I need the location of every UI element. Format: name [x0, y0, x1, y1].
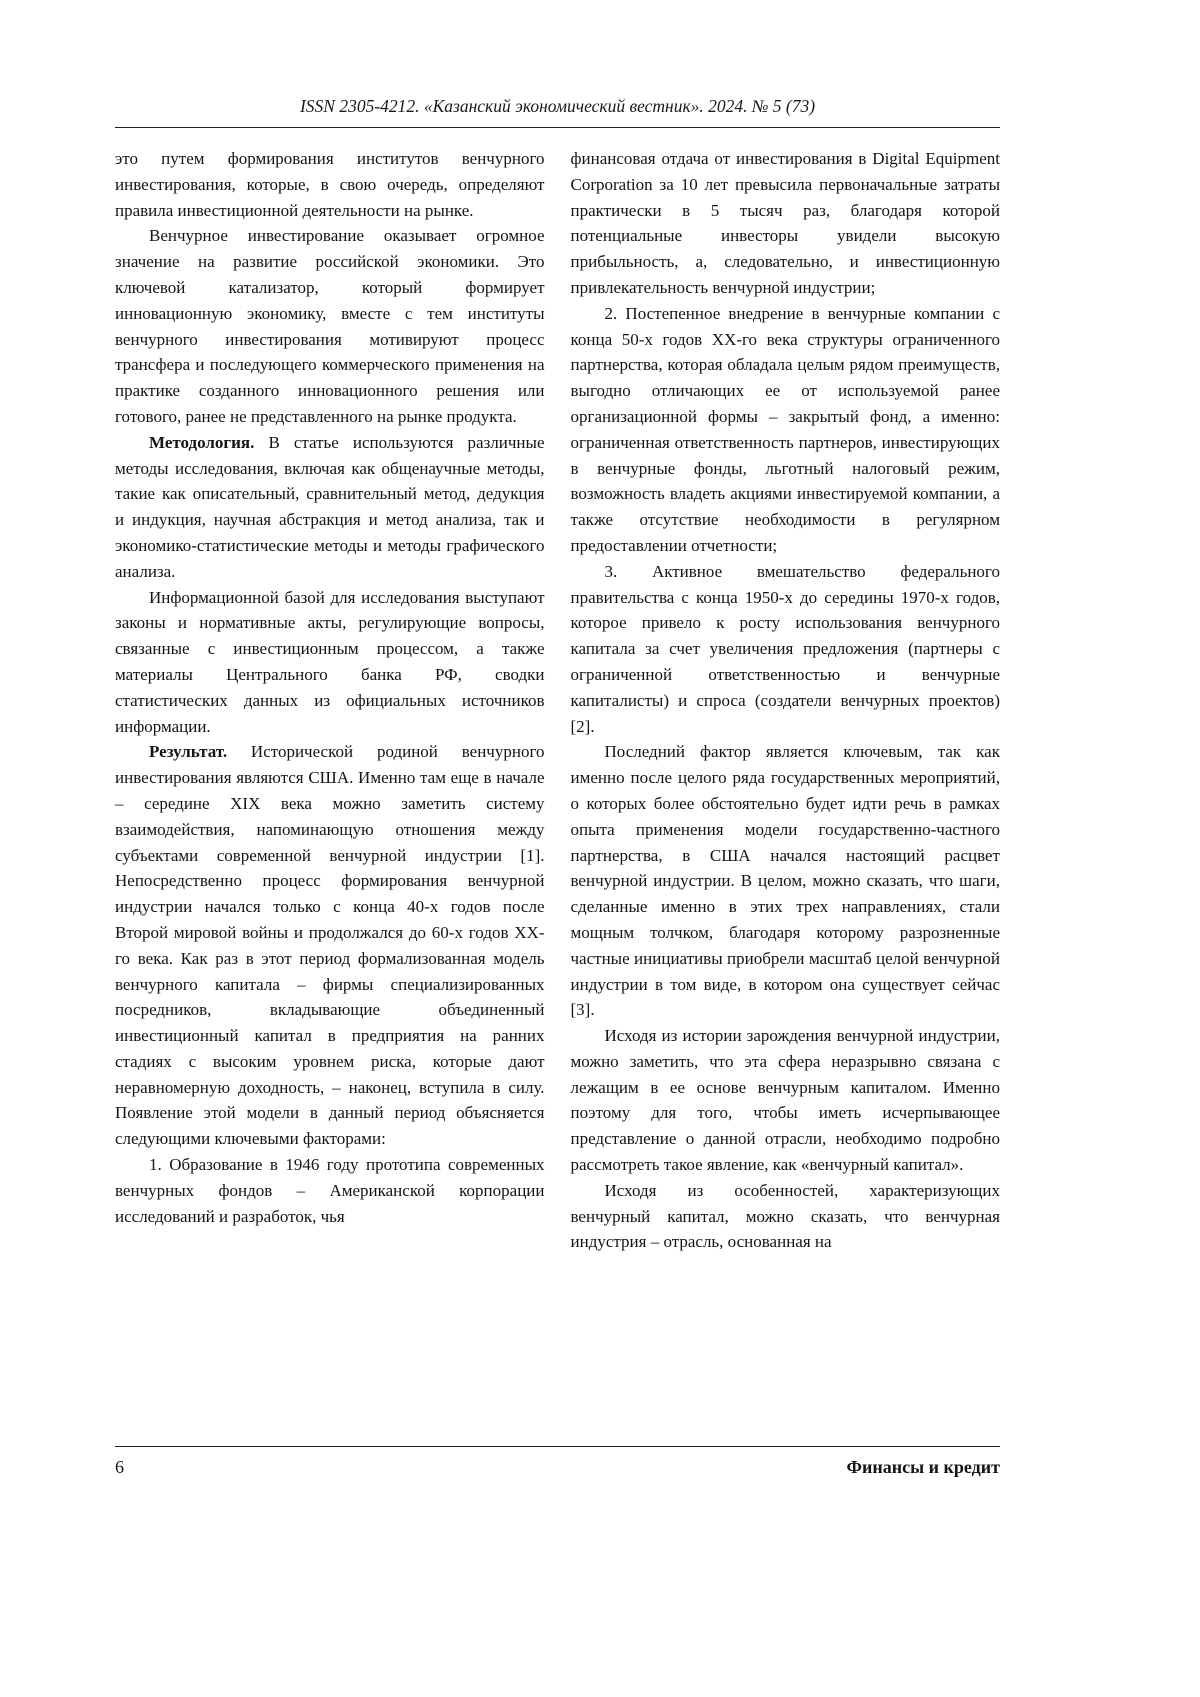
paragraph-lead: Результат. [149, 742, 228, 762]
footer-divider [115, 1446, 1000, 1447]
right-column [571, 146, 1001, 1255]
footer-section-title: Финансы и кредит [846, 1457, 1000, 1477]
paragraph [115, 1152, 545, 1229]
paragraph [115, 223, 545, 429]
page-number: 6 [115, 1457, 124, 1477]
paragraph-text: Информационной базой для исследования выступают законы и нормативные акты, регулирующие вопросы, связанные с инвестиционным процессом, а также материалы Центрального банка РФ, сводки статистических данных из официальных источников информации. [115, 587, 545, 736]
paragraph [571, 559, 1001, 740]
paragraph-text: это путем формирования институтов венчурного инвестирования, которые, в свою очередь, определяют правила инвестиционной деятельности на рынке. [115, 149, 545, 220]
article-body [115, 146, 1000, 1255]
paragraph [115, 430, 545, 585]
paragraph [571, 739, 1001, 1023]
running-header: ISSN 2305-4212. «Казанский экономический вестник». 2024. № 5 (73) [299, 96, 816, 116]
paragraph-lead: Методология. [149, 432, 255, 452]
left-column [115, 146, 545, 1255]
paragraph [115, 146, 545, 223]
paragraph-text: 3. Активное вмешательство федерального правительства с конца 1950-х до середины 1970-х годов, которое привело к росту использования венчурного капитала за счет увеличения предложения (партнеры с ограниченной ответственностью и венчурные капиталисты) и спроса (создатели венчурных проектов) [2]. [570, 561, 1000, 736]
paragraph [115, 585, 545, 740]
paragraph [115, 739, 545, 1152]
header-divider [115, 127, 1000, 128]
paragraph-text: 1. Образование в 1946 году прототипа современных венчурных фондов – Американской корпорации исследований и разработок, чья [115, 1155, 545, 1226]
paragraph [571, 301, 1001, 559]
paragraph-text: Исходя из особенностей, характеризующих венчурный капитал, можно сказать, что венчурная индустрия – отрасль, основанная на [570, 1180, 1000, 1252]
paragraph-text: Последний фактор является ключевым, так как именно после целого ряда государственных мероприятий, о которых более обстоятельно будет идти речь в рамках опыта применения модели государственно-частного партнерства, в США начался настоящий расцвет венчурной индустрии. В целом, можно сказать, что шаги, сделанные именно в этих трех направлениях, стали мощным толчком, благодаря которому разрозненные частные инициативы приобрели масштаб целой венчурной индустрии в том виде, в котором она существует сейчас [3]. [570, 742, 1000, 1020]
paragraph [571, 1178, 1001, 1255]
running-footer [115, 1454, 1000, 1480]
paragraph-text: Исходя из истории зарождения венчурной индустрии, можно заметить, что эта сфера неразрывно связана с лежащим в ее основе венчурным капиталом. Именно поэтому для того, чтобы иметь исчерпывающее представление о данной отрасли, необходимо подробно рассмотреть такое явление, как «венчурный капитал». [570, 1026, 1000, 1175]
paragraph-text: финансовая отдача от инвестирования в Digital Equipment Corporation за 10 лет превысила первоначальные затраты практически в 5 тысяч раз, благодаря которой потенциальные инвесторы увидели высокую прибыльность, а, следовательно, и инвестиционную привлекательность венчурной индустрии; [570, 149, 1000, 297]
paragraph-text: 2. Постепенное внедрение в венчурные компании с конца 50-х годов XX-го века структуры ограниченного партнерства, которая обладала целым рядом преимуществ, выгодно отличающих ее от используемой ранее организационной формы – закрытый фонд, а именно: ограниченная ответственность партнеров, инвестирующих в венчурные фонды, льготный налоговый режим, возможность владеть акциями инвестируемой компании, а также отсутствие необходимости в регулярном предоставлении отчетности; [570, 303, 1000, 555]
paragraph-text: В статье используются различные методы исследования, включая как общенаучные методы, такие как описательный, сравнительный метод, дедукция и индукция, научная абстракция и метод анализа, так и экономико-статистические методы и методы графического анализа. [115, 432, 545, 581]
paragraph [571, 1023, 1001, 1178]
paragraph [571, 146, 1001, 301]
paragraph-text: Исторической родиной венчурного инвестирования являются США. Именно там еще в начале – середине XIX века можно заметить систему взаимодействия, напоминающую отношения между субъектами современной венчурной индустрии [1]. Непосредственно процесс формирования венчурной индустрии начался только с конца 40-х годов после Второй мировой войны и продолжался до 60-х годов XX-го века. Как раз в этот период формализованная модель венчурного капитала – фирмы специализированных посредников, вкладывающие объединенный инвестиционный капитал в предприятия на ранних стадиях с высоким уровнем риска, которые дают неравномерную доходность, – наконец, вступила в силу. Появление этой модели в данный период объясняется следующими ключевыми факторами: [115, 742, 545, 1149]
paragraph-text: Венчурное инвестирование оказывает огромное значение на развитие российской экономики. Это ключевой катализатор, который формирует инновационную экономику, вместе с тем институты венчурного инвестирования мотивируют процесс трансфера и последующего коммерческого применения на практике созданного инновационного решения или готового, ранее не представленного на рынке продукта. [115, 226, 545, 426]
